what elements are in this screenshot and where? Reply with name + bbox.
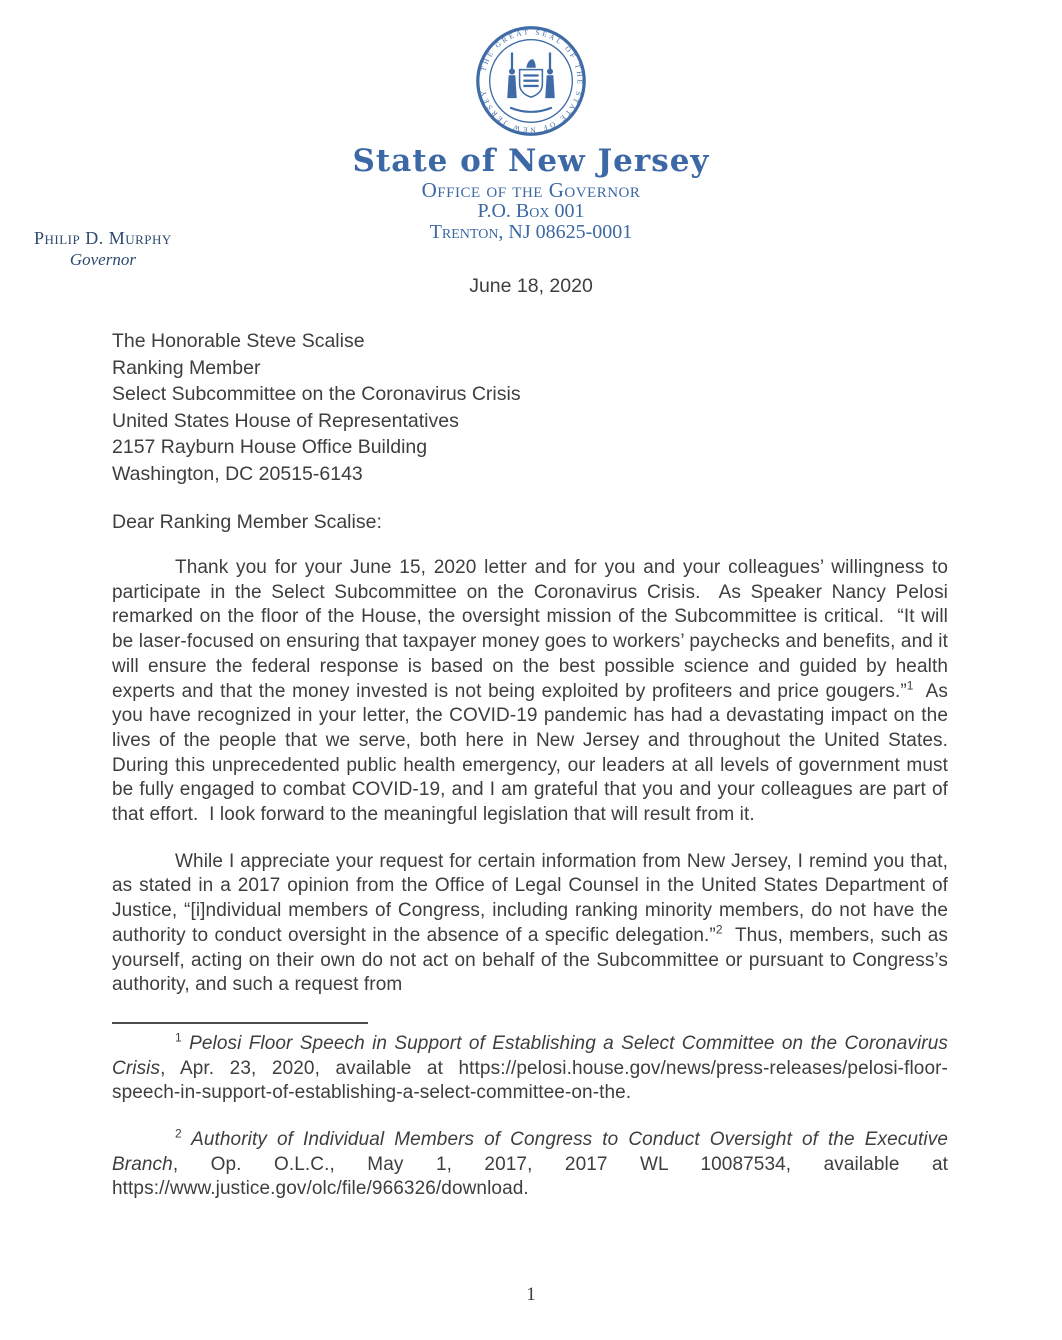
address-line: Washington, DC 20515-6143 — [112, 462, 363, 485]
city-line: Trenton, NJ 08625-0001 — [429, 221, 633, 243]
page-number: 1 — [526, 1284, 536, 1305]
footnote-1-title: Pelosi Floor Speech in Support of Establishing a Select Committee on the Coronavirus Crisis — [112, 1032, 954, 1079]
footnote-1-text: , Apr. 23, 2020, available at https://pelosi.house.gov/news/press-releases/pelosi-floor-speech-in-support-of-establishing-a-select-committee-on-the. — [112, 1057, 948, 1104]
seal-ring-text: THE GREAT SEAL OF THE STATE OF NEW JERSEY — [479, 28, 584, 134]
address-line: United States House of Representatives — [112, 409, 459, 432]
state-name: State of New Jersey — [352, 143, 710, 179]
footnote-2 — [112, 1126, 954, 1202]
address-line: The Honorable Steve Scalise — [112, 330, 365, 352]
address-line: Ranking Member — [112, 356, 261, 379]
footnote-ref-1: 1 — [906, 678, 914, 693]
seal-plows-icon — [523, 74, 538, 87]
new-jersey-state-seal-icon — [474, 24, 588, 138]
footnote-1 — [112, 1030, 954, 1106]
recipient-address — [112, 328, 948, 487]
letter-date: June 18, 2020 — [469, 275, 593, 297]
seal-crest-icon — [526, 59, 536, 68]
paragraph-2-text: Thus, members, such as yourself, acting on their own do not act on behalf of the Subcommittee or pursuant to Congress’s authority, and such a request from — [112, 924, 954, 996]
footnote-separator — [112, 1022, 368, 1024]
footnote-2-marker: 2 — [175, 1126, 182, 1141]
po-box-line: P.O. Box 001 — [477, 200, 585, 222]
paragraph-1-text: As you have recognized in your letter, the COVID-19 pandemic has had a devastating impact on the lives of the people that we serve, both here in New Jersey and throughout the United States. During this unprecedented public health emergency, our leaders at all levels of government must be fully engaged to combat COVID-19, and I am grateful that you and your colleagues are part of that effort. I look forward to the meaningful legislation that will result from it. — [112, 680, 959, 826]
letterhead — [0, 0, 1062, 243]
office-line: Office of the Governor — [421, 178, 641, 202]
footnote-ref-2: 2 — [715, 922, 723, 937]
governor-name: Philip D. Murphy — [34, 228, 172, 248]
salutation: Dear Ranking Member Scalise: — [112, 511, 382, 533]
governor-title: Governor — [69, 250, 136, 269]
seal-banner-icon — [510, 108, 552, 112]
footnote-2-title: Authority of Individual Members of Congress to Conduct Oversight of the Executive Branch — [112, 1129, 954, 1175]
address-line: 2157 Rayburn House Office Building — [112, 436, 428, 458]
seal-shield-icon — [520, 70, 543, 98]
governor-block — [34, 228, 172, 270]
address-line: Select Subcommittee on the Coronavirus Crisis — [112, 383, 521, 405]
paragraph-1 — [112, 556, 959, 828]
paragraph-2 — [112, 850, 954, 998]
footnote-1-marker: 1 — [175, 1030, 182, 1045]
paragraph-2-text: While I appreciate your request for certain information from New Jersey, I remind you that, as stated in a 2017 opinion from the Office of Legal Counsel in the United States Department of Justice, “[i]ndividual members of Congress, including ranking minority members, do not have the authority to conduct oversight in the absence of a specific delegation.” — [112, 850, 954, 946]
paragraph-1-text: Thank you for your June 15, 2020 letter and for you and your colleagues’ willingness to participate in the Select Subcommittee on the Coronavirus Crisis. As Speaker Nancy Pelosi remarked on the floor of the House, the oversight mission of the Subcommittee is critical. “It will be laser-focused on ensuring that taxpayer money goes to workers’ paychecks and benefits, and it will ensure the federal response is based on the best possible science and guided by health experts and that the money invested is not being exploited by profiteers and price gougers.” — [112, 557, 954, 702]
footnote-2-text: , Op. O.L.C., May 1, 2017, 2017 WL 10087534, available at https://www.justice.gov/olc/file/966326/download. — [112, 1153, 954, 1200]
